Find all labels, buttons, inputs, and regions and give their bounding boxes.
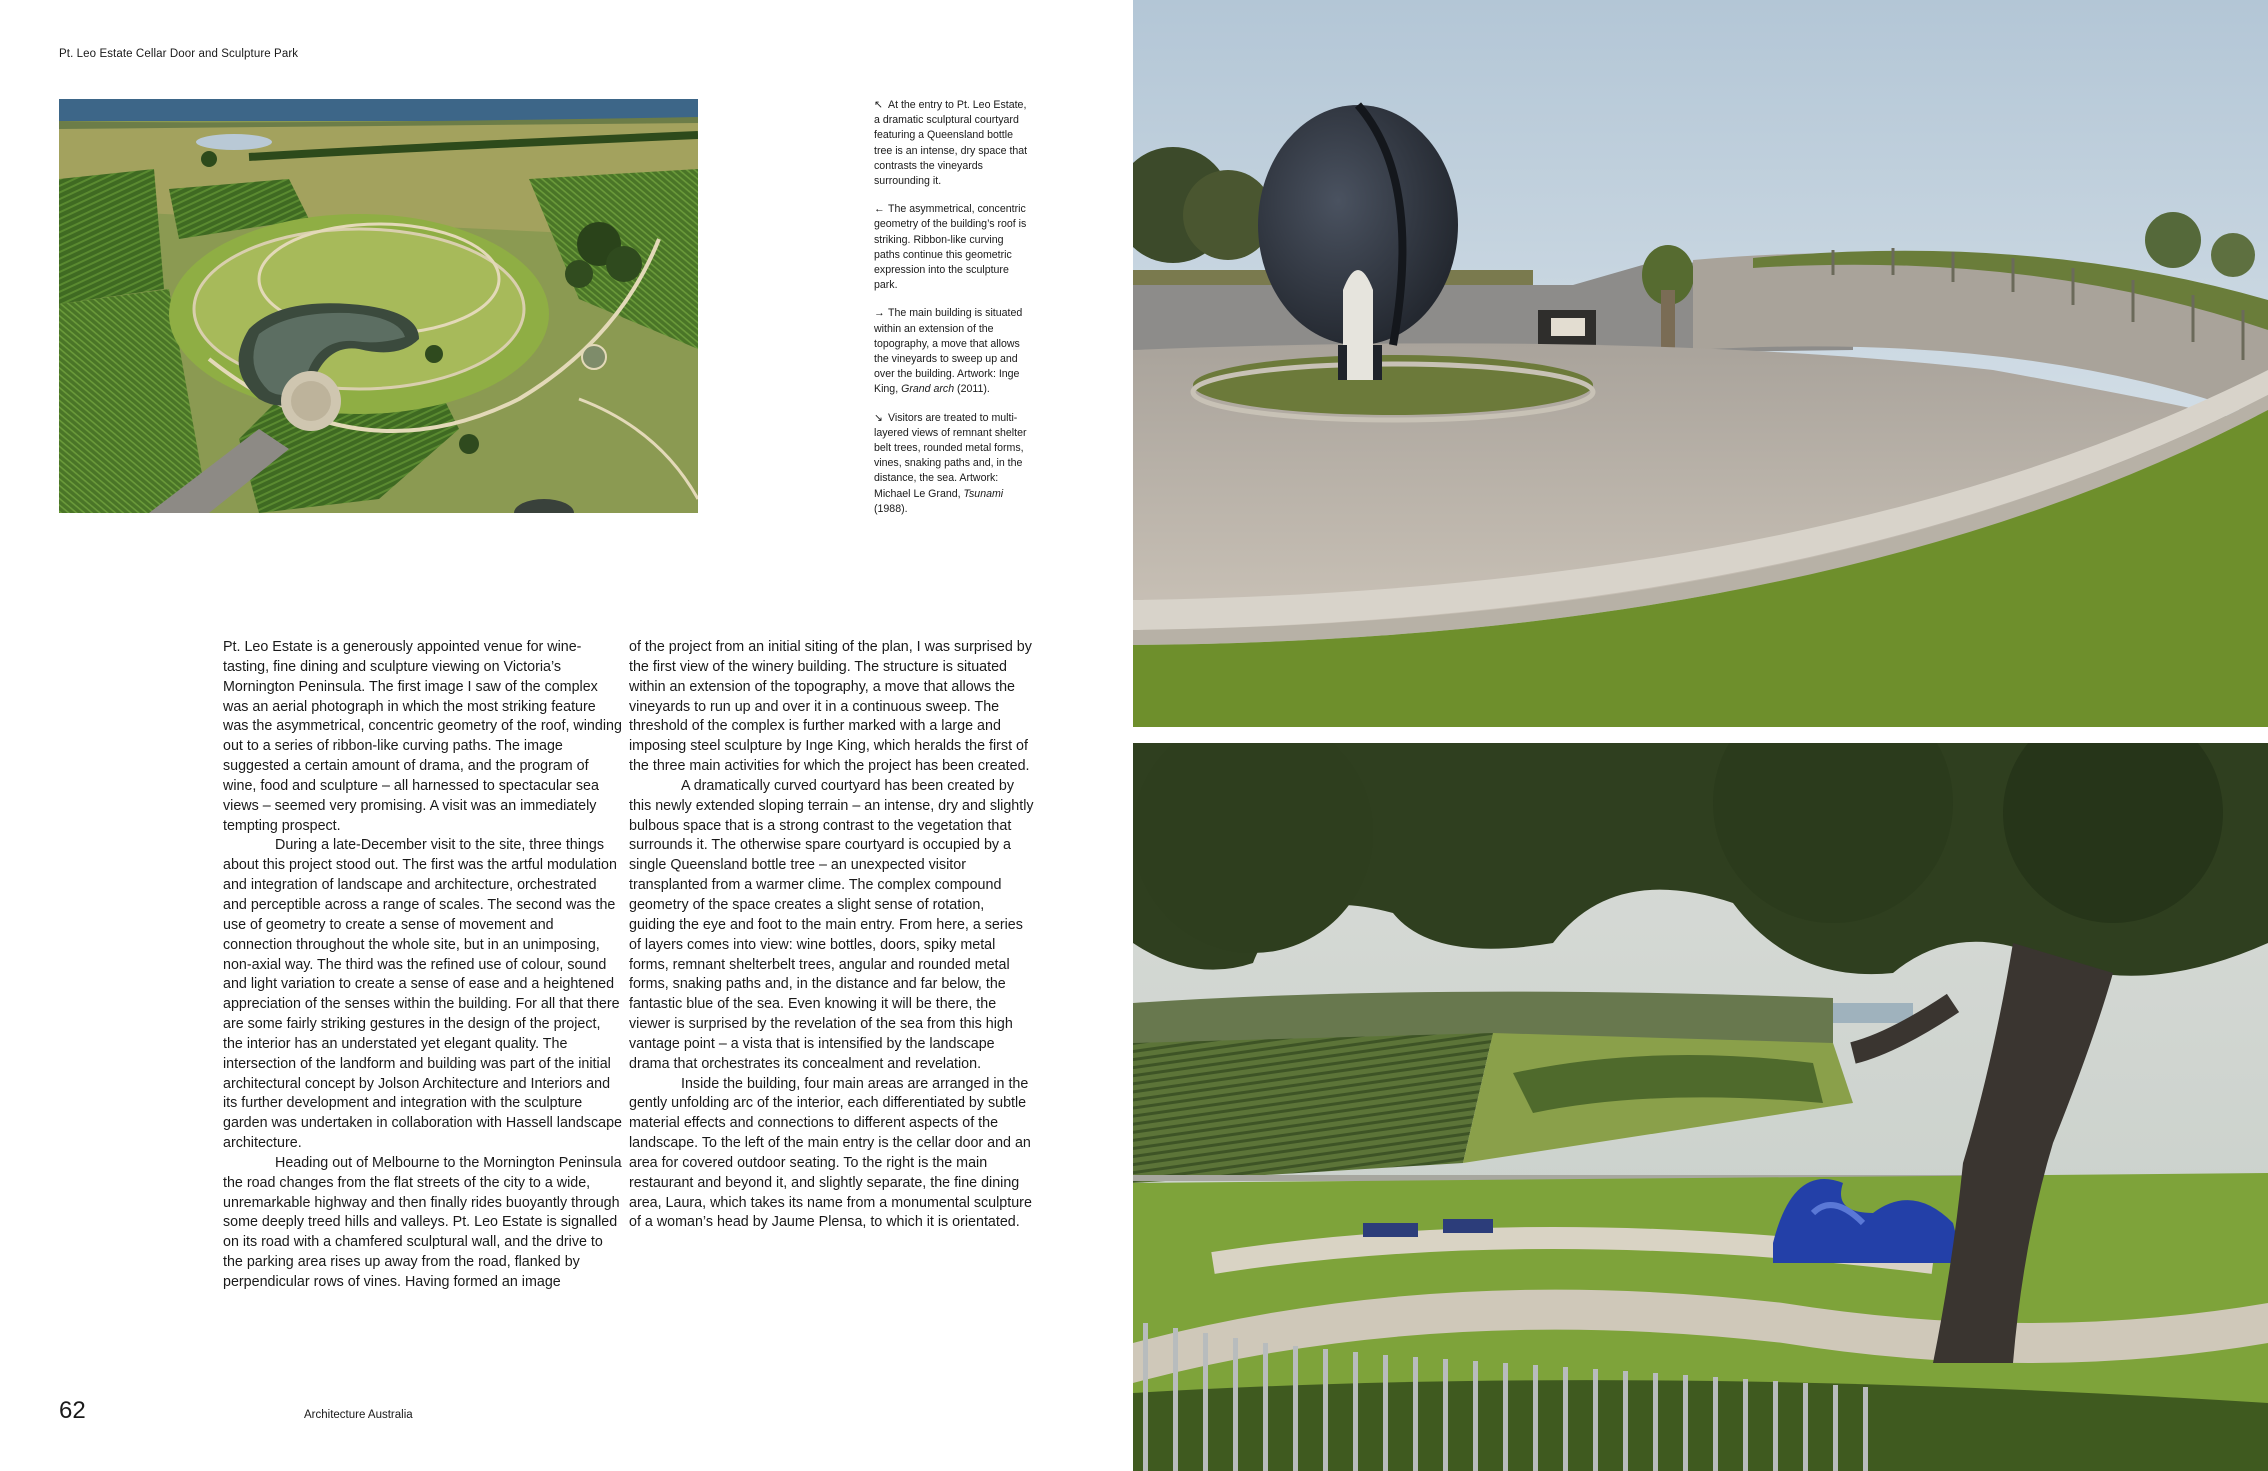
arrow-right-icon: → (874, 307, 885, 320)
caption-column (874, 98, 1032, 530)
caption-4 (874, 411, 1032, 517)
artwork-title: Grand arch (901, 383, 955, 396)
body-paragraph: of the project from an initial siting of the plan, I was surprised by the first view of the winery building. The structure is situated within an extension of the topography, a move that allows the vineyards to run up and over it in a continuous sweep. The threshold of the complex is further marked with a large and imposing steel sculpture by Inge King, which heralds the first of the three main activities for which the project has been created. (629, 639, 1032, 775)
body-paragraph: Heading out of Melbourne to the Mornington Peninsula the road changes from the flat streets of the city to a wide, unremarkable highway and then finally rides buoyantly through some deeply treed hills and valleys. Pt. Leo Estate is signalled on its road with a chamfered sculptural wall, and the drive to the parking area rises up away from the road, flanked by perpendicular rows of vines. Having formed an image (223, 1154, 622, 1290)
right-page (1133, 0, 2268, 1471)
caption-3 (874, 306, 1032, 397)
caption-1 (874, 98, 1032, 189)
magazine-name: Architecture Australia (304, 1409, 413, 1421)
caption-text: Visitors are treated to multi-layered views of remnant shelter belt trees, rounded metal forms, vines, snaking paths and, in the distance, the sea. Artwork: Michael Le Grand, (874, 411, 1027, 500)
arrow-up-left-icon: ↖ (874, 99, 883, 111)
caption-text: At the entry to Pt. Leo Estate, a dramatic sculptural courtyard featuring a Queensland bottle tree is an intense, dry space that contrasts the vineyards surrounding it. (874, 99, 1028, 188)
courtyard-sculpture-photo (1133, 0, 2268, 727)
page-number: 62 (59, 1397, 86, 1424)
caption-text-end: (1988). (874, 502, 908, 515)
body-paragraph: During a late-December visit to the site, three things about this project stood out. The first was the artful modulation and integration of landscape and architecture, orchestrated and perceptible across a range of scales. The second was the use of geometry to create a sense of movement and connection throughout the whole site, but in an unimposing, non-axial way. The third was the refined use of colour, sound and light variation to create a sense of ease and a heightened appreciation of the senses within the building. For all that there are some fairly striking gestures in the design of the project, the interior has an understated yet elegant quality. The intersection of the landform and building was part of the initial architectural concept by Jolson Architecture and Interiors and its further development and integration with the sculpture garden was undertaken in collaboration with Hassell landscape architecture. (223, 837, 622, 1152)
body-paragraph: Pt. Leo Estate is a generously appointed venue for wine-tasting, fine dining and sculpture viewing on Victoria’s Mornington Peninsula. The first image I saw of the complex was an aerial photograph in which the most striking feature was the asymmetrical, concentric geometry of the roof, winding out to a series of ribbon-like curving paths. The image suggested a certain amount of drama, and the program of wine, food and sculpture – all harnessed to spectacular sea views – seemed very promising. A visit was an immediately tempting prospect. (223, 639, 622, 834)
caption-text: The asymmetrical, concentric geometry of the building’s roof is striking. Ribbon-like curving paths continue this geometric expression into the sculpture park. (874, 203, 1027, 292)
aerial-photo (59, 99, 698, 513)
body-column-1 (223, 638, 623, 1293)
body-paragraph: Inside the building, four main areas are arranged in the gently unfolding arc of the interior, each differentiated by subtle material effects and connections to different aspects of the landscape. To the left of the main entry is the cellar door and an area for covered outdoor seating. To the right is the main restaurant and beyond it, and slightly separate, the fine dining area, Laura, which takes its name from a monumental sculpture of a woman’s head by Jaume Plensa, to which it is orientated. (629, 1075, 1032, 1231)
body-paragraph: A dramatically curved courtyard has been created by this newly extended sloping terrain – an intense, dry and slightly bulbous space that is a strong contrast to the vegetation that surrounds it. The otherwise spare courtyard is occupied by a single Queensland bottle tree – an unexpected visitor transplanted from a warmer clime. The complex compound geometry of the space creates a slight sense of rotation, guiding the eye and foot to the main entry. From here, a series of layers comes into view: wine bottles, doors, spiky metal forms, remnant shelterbelt trees, angular and rounded metal forms, snaking paths and, in the distance and far below, the fantastic blue of the sea. Even knowing it will be there, the viewer is surprised by the revelation of the sea from this high vantage point – a vista that is intensified by the landscape drama that orchestrates its concealment and revelation. (629, 777, 1034, 1072)
left-page (0, 0, 1133, 1471)
caption-text-end: (2011). (954, 383, 990, 396)
arrow-down-right-icon: ↘ (874, 411, 883, 424)
body-column-2 (629, 638, 1034, 1233)
arrow-left-icon: ← (874, 203, 885, 216)
artwork-title: Tsunami (963, 487, 1004, 500)
sculpture-park-photo (1133, 743, 2268, 1471)
caption-text: The main building is situated within an extension of the topography, a move that allows the vineyards to sweep up and over the building. Artwork: Inge King, (874, 307, 1023, 396)
caption-2 (874, 202, 1032, 293)
running-head: Pt. Leo Estate Cellar Door and Sculpture Park (59, 48, 299, 60)
